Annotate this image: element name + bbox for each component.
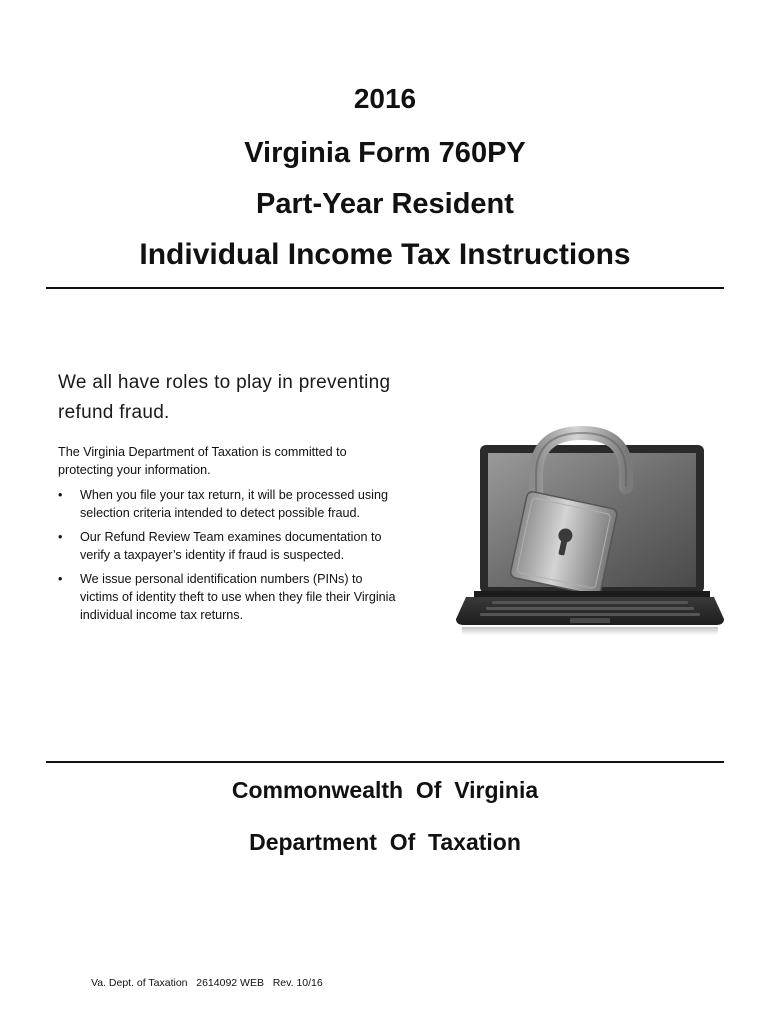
bullet-icon: • (58, 530, 63, 544)
tax-year: 2016 (353, 83, 417, 114)
bullet-text: We issue personal identification numbers (PINs) to victims of identity theft to use when they file their Virginia individual income tax returns. (80, 572, 396, 622)
bullet-icon: • (58, 488, 63, 502)
bullet-icon: • (58, 572, 63, 586)
bottom-divider (46, 761, 724, 763)
form-title: Virginia Form 760PY (244, 137, 526, 169)
list-item (58, 570, 398, 624)
bullet-text: Our Refund Review Team examines documentation to verify a taxpayer’s identity if fraud is suspected. (80, 530, 382, 562)
commonwealth-heading: Commonwealth Of Virginia (231, 777, 539, 803)
instructions-title: Individual Income Tax Instructions (139, 238, 631, 271)
laptop-padlock-icon (452, 423, 728, 637)
bullet-text: When you file your tax return, it will be processed using selection criteria intended to detect possible fraud. (80, 488, 388, 520)
residency-title: Part-Year Resident (256, 188, 514, 220)
list-item (58, 486, 398, 522)
list-item (58, 528, 398, 564)
fraud-bullet-list (58, 486, 398, 630)
fraud-heading: We all have roles to play in preventing refund fraud. (58, 372, 391, 423)
department-heading: Department Of Taxation (249, 829, 521, 855)
fraud-intro-text: The Virginia Department of Taxation is committed to protecting your information. (58, 445, 347, 477)
top-divider (46, 287, 724, 289)
form-identifier: Va. Dept. of Taxation 2614092 WEB Rev. 10/16 (91, 977, 323, 989)
